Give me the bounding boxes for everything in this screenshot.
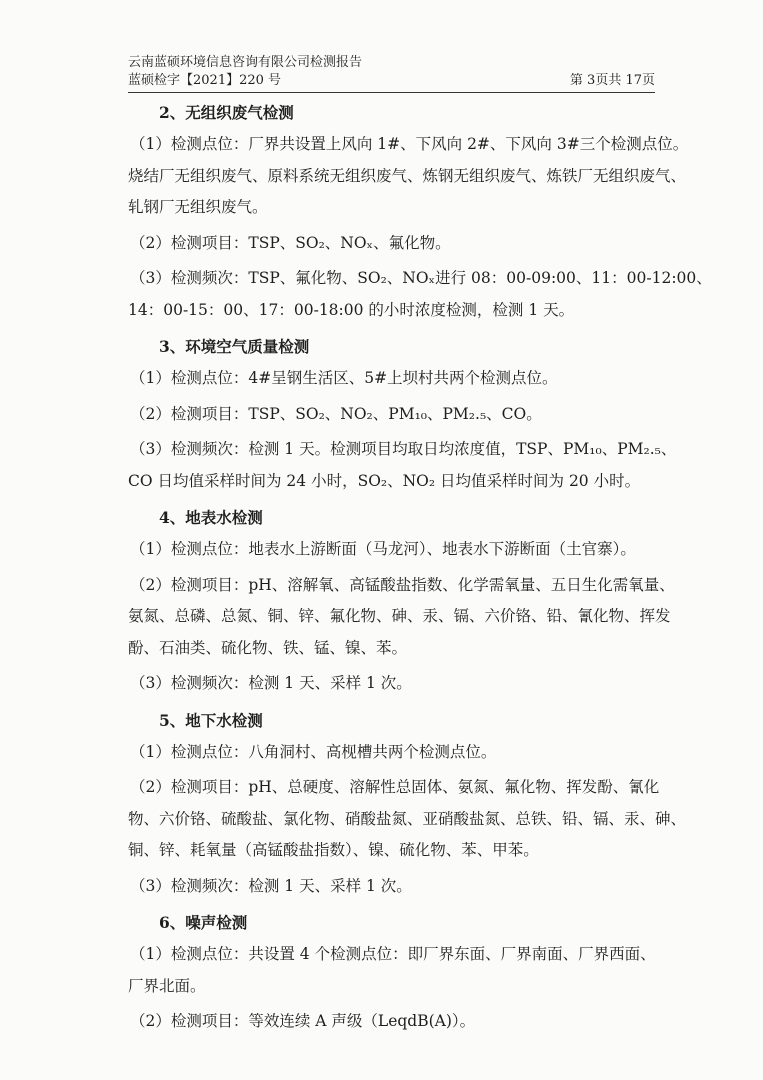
- paragraph-line: （2）检测项目：等效连续 A 声级（LeqdB(A)）。: [130, 1012, 476, 1030]
- paragraph-line: 厂界北面。: [128, 976, 206, 995]
- section-paragraph: [128, 228, 655, 260]
- paragraph-line: 14：00-15：00、17：00-18:00 的小时浓度检测，检测 1 天。: [128, 300, 575, 319]
- page-header: [128, 54, 655, 90]
- header-company: 云南蓝硕环境信息咨询有限公司检测报告: [128, 55, 363, 70]
- paragraph-line: （1）检测点位：4#呈钢生活区、5#上坝村共两个检测点位。: [130, 369, 558, 387]
- section-paragraph: [128, 434, 677, 497]
- section-paragraph: [128, 570, 675, 665]
- section-heading: 5、地下水检测: [159, 710, 263, 730]
- paragraph-line: （2）检测项目：TSP、SO₂、NOₓ、氟化物。: [130, 233, 451, 252]
- paragraph-line: 氨氮、总磷、总氮、铜、锌、氟化物、砷、汞、镉、六价铬、铅、氰化物、挥发: [128, 607, 671, 625]
- section-paragraph: [128, 772, 687, 867]
- header-divider: [128, 92, 655, 93]
- paragraph-line: （3）检测频次：检测 1 天、采样 1 次。: [130, 674, 412, 692]
- paragraph-line: （2）检测项目：pH、溶解氧、高锰酸盐指数、化学需氧量、五日生化需氧量、: [130, 575, 675, 594]
- section-heading: 3、环境空气质量检测: [159, 337, 310, 356]
- section-paragraph: [128, 939, 655, 1002]
- section-paragraph: [128, 1006, 655, 1038]
- paragraph-line: （1）检测点位：共设置 4 个检测点位：即厂界东面、厂界南面、厂界西面、: [130, 945, 656, 963]
- paragraph-line: （2）检测项目：pH、总硬度、溶解性总固体、氨氮、氟化物、挥发酚、氰化: [130, 778, 660, 796]
- paragraph-line: 轧钢厂无组织废气。: [128, 198, 268, 216]
- report-body: [128, 96, 712, 1042]
- section-heading: 4、地表水检测: [159, 508, 263, 527]
- paragraph-line: （3）检测频次：TSP、氟化物、SO₂、NOₓ进行 08：00-09:00、11：00-12:00、: [130, 269, 712, 287]
- section-paragraph: [128, 399, 655, 431]
- section-paragraph: [128, 129, 689, 224]
- paragraph-line: （1）检测点位：地表水上游断面（马龙河）、地表水下游断面（土官寨）。: [130, 540, 636, 558]
- paragraph-line: 烧结厂无组织废气、原料系统无组织废气、炼钢无组织废气、炼铁厂无组织废气、: [128, 166, 687, 185]
- section-heading: 6、噪声检测: [159, 913, 248, 932]
- section-paragraph: [128, 534, 655, 566]
- section-paragraph: [128, 668, 655, 700]
- paragraph-line: （1）检测点位：厂界共设置上风向 1#、下风向 2#、下风向 3#三个检测点位。: [130, 135, 689, 153]
- header-report-no: 蓝硕检字【2021】220 号: [128, 73, 282, 88]
- section-paragraph: [128, 363, 655, 395]
- section-paragraph: [128, 871, 655, 903]
- paragraph-line: 物、六价铬、硫酸盐、氯化物、硝酸盐氮、亚硝酸盐氮、总铁、铅、镉、汞、砷、: [128, 809, 687, 828]
- section-paragraph: [128, 737, 655, 769]
- paragraph-line: （1）检测点位：八角洞村、高枧槽共两个检测点位。: [130, 742, 497, 761]
- paragraph-line: 酚、石油类、硫化物、铁、锰、镍、苯。: [128, 638, 408, 657]
- paragraph-line: 铜、锌、耗氧量（高锰酸盐指数）、镍、硫化物、苯、甲苯。: [128, 841, 539, 859]
- paragraph-line: CO 日均值采样时间为 24 小时，SO₂、NO₂ 日均值采样时间为 20 小时。: [128, 471, 641, 490]
- section-paragraph: [128, 263, 712, 326]
- header-page-info: 第 3页共 17页: [569, 73, 655, 88]
- section-heading: 2、无组织废气检测: [159, 103, 294, 122]
- paragraph-line: （3）检测频次：检测 1 天、采样 1 次。: [130, 876, 412, 895]
- paragraph-line: （2）检测项目：TSP、SO₂、NO₂、PM₁₀、PM₂.₅、CO。: [130, 404, 542, 423]
- paragraph-line: （3）检测频次：检测 1 天。检测项目均取日均浓度值，TSP、PM₁₀、PM₂.₅、: [130, 440, 677, 458]
